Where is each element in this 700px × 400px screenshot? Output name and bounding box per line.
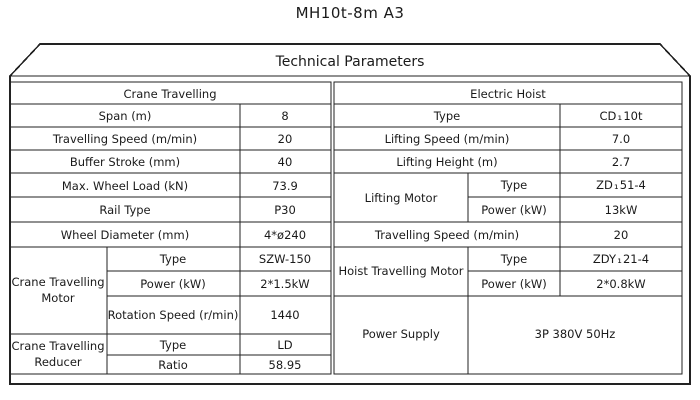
reducer-label-line1: Crane Travelling [11, 339, 105, 353]
wheel-load-label: Max. Wheel Load (kN) [61, 179, 189, 193]
hoist-travel-speed-value: 20 [613, 228, 629, 242]
hoist-travel-motor-type-value: ZDY ₁ 21-4 [592, 252, 650, 266]
lifting-height-value: 2.7 [611, 155, 631, 169]
crane-speed-value: 20 [277, 132, 293, 146]
reducer-type-value: LD [277, 338, 293, 352]
document-title: MH10t-8m A3 [295, 4, 405, 22]
crane-motor-power-value: 2*1.5kW [260, 277, 310, 291]
crane-speed-label: Travelling Speed (m/min) [52, 132, 198, 146]
rail-type-value: P30 [274, 203, 296, 217]
table-title: Technical Parameters [275, 54, 425, 70]
rotation-speed-value: 1440 [270, 308, 300, 322]
lifting-motor-type-value: ZD ₁ 51-4 [596, 178, 646, 192]
lifting-motor-label: Lifting Motor [364, 191, 438, 205]
hoist-travel-motor-label: Hoist Travelling Motor [338, 264, 464, 278]
power-supply-label: Power Supply [362, 327, 440, 341]
buffer-stroke-label: Buffer Stroke (mm) [69, 155, 181, 169]
hoist-type-value: CD ₁ 10t [599, 109, 643, 123]
wheel-diameter-value: 4*ø240 [263, 228, 307, 242]
buffer-stroke-value: 40 [277, 155, 293, 169]
reducer-ratio-value: 58.95 [268, 358, 302, 372]
span-label: Span (m) [98, 109, 152, 123]
lifting-height-label: Lifting Height (m) [396, 155, 498, 169]
power-supply-value: 3P 380V 50Hz [534, 327, 616, 341]
hoist-travel-speed-label: Travelling Speed (m/min) [374, 228, 520, 242]
span-value: 8 [281, 109, 289, 123]
hoist-travel-motor-power-value: 2*0.8kW [596, 277, 646, 291]
wheel-load-value: 73.9 [272, 179, 298, 193]
crane-motor-label-line2: Motor [41, 291, 75, 305]
lifting-speed-label: Lifting Speed (m/min) [384, 132, 510, 146]
reducer-type-label: Type [159, 338, 187, 352]
lifting-speed-value: 7.0 [611, 132, 631, 146]
rotation-speed-label: Rotation Speed (r/min) [107, 308, 239, 322]
hoist-heading: Electric Hoist [470, 87, 546, 101]
wheel-diameter-label: Wheel Diameter (mm) [60, 228, 190, 242]
crane-motor-label-line1: Crane Travelling [11, 275, 105, 289]
crane-motor-type-label: Type [159, 252, 187, 266]
crane-motor-type-value: SZW-150 [258, 252, 312, 266]
rail-type-label: Rail Type [99, 203, 151, 217]
hoist-type-label: Type [433, 109, 461, 123]
lifting-motor-type-label: Type [500, 178, 528, 192]
crane-heading: Crane Travelling [123, 87, 217, 101]
lifting-motor-power-label: Power (kW) [481, 203, 547, 217]
hoist-travel-motor-type-label: Type [500, 252, 528, 266]
reducer-ratio-label: Ratio [158, 358, 188, 372]
hoist-travel-motor-power-label: Power (kW) [481, 277, 547, 291]
crane-motor-power-label: Power (kW) [140, 277, 206, 291]
reducer-label-line2: Reducer [34, 355, 82, 369]
lifting-motor-power-value: 13kW [604, 203, 638, 217]
